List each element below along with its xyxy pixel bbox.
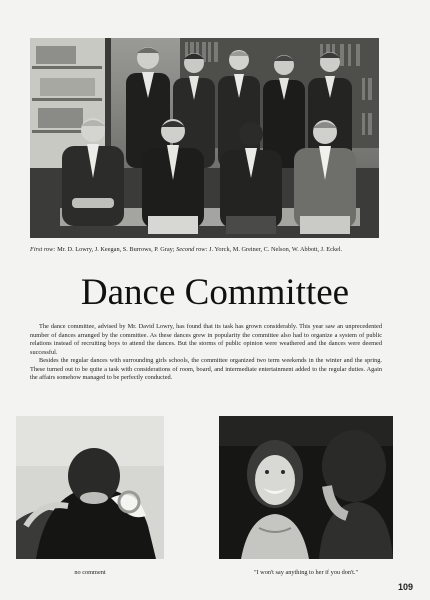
- paragraph-1: The dance committee, advised by Mr. David Lowry, has found that its task has grown considerably. This year saw an unprecedented number of dances arranged by the committee. As these dances grew in popularity the committee also had to organize a system of public relations instead of recruiting boys to attend the dances. But the storms of public opinion were weathered and the dances were deemed successful.: [30, 323, 382, 356]
- first-row-names: Mr. D. Lowry, J. Keegan, S. Burrows, P. Gray;: [57, 246, 175, 253]
- second-row-label: Second row:: [176, 246, 208, 253]
- group-photo-caption: [30, 246, 382, 254]
- laughing-girl-photo: [219, 416, 393, 559]
- page-title: Dance Committee: [80, 272, 350, 313]
- group-photo: [30, 38, 379, 238]
- second-row-names: J. Yorck, M. Greiner, C. Nelson, W. Abbott, J. Eckel.: [209, 246, 343, 253]
- dancing-couple-photo: [16, 416, 164, 559]
- article-body: [30, 323, 382, 383]
- first-row-label: First row:: [30, 246, 56, 253]
- paragraph-2: Besides the regular dances with surrounding girls schools, the committee organized two term weekends in the winter and the spring. These turned out to be quite a task with considerations of room, board, and intermediate entertainment added to the regular duties. Again the affairs somehow managed to be perfectly conducted.: [30, 357, 382, 381]
- left-photo-caption: no comment: [74, 569, 106, 576]
- page-number: 109: [397, 582, 413, 592]
- right-photo-caption: "I won't say anything to her if you don't.": [253, 569, 359, 576]
